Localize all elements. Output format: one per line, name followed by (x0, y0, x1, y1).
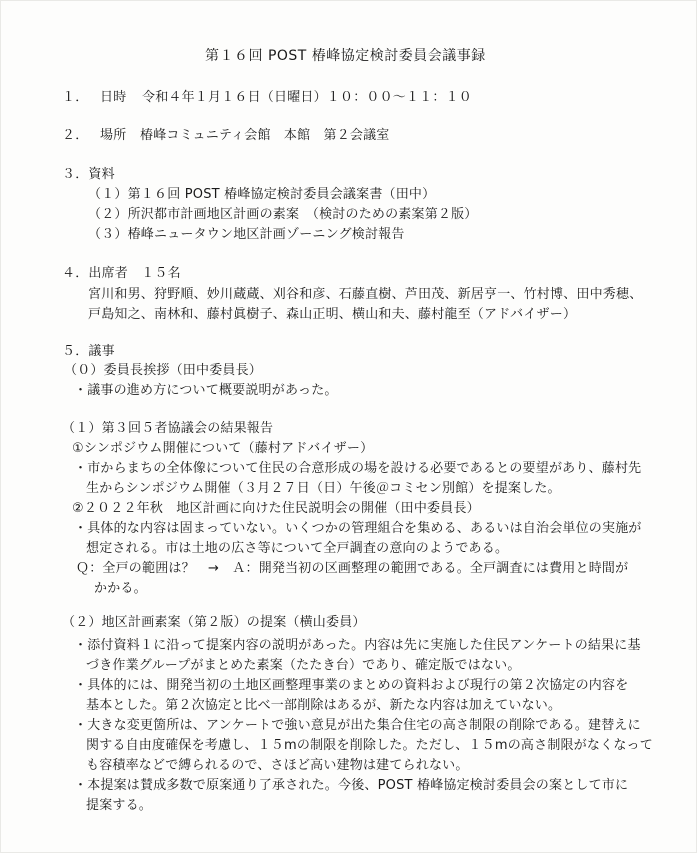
section-3-heading: ３．資料 (62, 167, 115, 182)
agenda-2-line: ・具体的には、開発当初の土地区画整理事業のまとめの資料および現行の第２次協定の内容を (74, 678, 629, 693)
page-title: 第１６回 POST 椿峰協定検討委員会議事録 (205, 48, 486, 64)
attendee-line: 戸島知之、南林和、藤村眞樹子、森山正明、横山和夫、藤村龍至（アドバイザー） (88, 307, 577, 322)
agenda-1-sub2-line: 想定される。市は土地の広さ等について全戸調査の意向のようである。 (86, 541, 509, 556)
section-5-heading: ５．議事 (62, 344, 115, 359)
section-2-value: 椿峰コミュニティ会館 本館 第２会議室 (140, 128, 390, 143)
section-1-number: １． (62, 90, 89, 105)
agenda-0-heading: （０）委員長挨拶（田中委員長） (64, 363, 263, 378)
agenda-0-bullet: ・議事の進め方について概要説明があった。 (74, 383, 338, 398)
agenda-1-sub2-line: ・具体的な内容は固まっていない。いくつかの管理組合を集める、あるいは自治会単位の実施が (74, 521, 642, 536)
agenda-2-line: も容積率などで縛られるので、さほど高い建物は建てられない。 (86, 758, 469, 773)
section-1-label: 日時 (100, 90, 127, 105)
agenda-2-line: ・大きな変更箇所は、アンケートで強い意見が出た集合住宅の高さ制限の削除である。建替えに (74, 718, 641, 733)
section-1-value: 令和４年１月１６日（日曜日）１０：００〜１１：１０ (142, 90, 473, 105)
section-2-number: ２． (62, 128, 89, 143)
agenda-1-sub1-line: 生からシンポジウム開催（３月２７日（日）午後＠コミセン別館）を提案した。 (86, 481, 561, 496)
agenda-1-sub1-heading: ①シンポジウム開催について（藤村アドバイザー） (72, 441, 374, 456)
agenda-1-qa-line: かかる。 (94, 581, 147, 596)
attendee-line: 宮川和男、狩野順、妙川蔵蔵、刈谷和彦、石藤直樹、芦田茂、新居亨一、竹村博、田中秀穂、 (88, 287, 643, 302)
agenda-1-sub2-heading: ②２０２２年秋 地区計画に向けた住民説明会の開催（田中委員長） (72, 501, 480, 516)
material-item: （３）椿峰ニュータウン地区計画ゾーニング検討報告 (88, 227, 405, 242)
agenda-2-line: 基本とした。第２次協定と比べ一部削除はあるが、新たな内容は加えていない。 (86, 698, 562, 713)
material-item: （１）第１６回 POST 椿峰協定検討委員会議案書（田中） (88, 187, 436, 202)
material-item: （２）所沢都市計画地区計画の素案 （検討のための素案第２版） (88, 207, 478, 222)
agenda-2-line: ・本提案は賛成多数で原案通り了承された。今後、POST 椿峰協定検討委員会の案として市に (74, 778, 629, 793)
agenda-1-sub1-line: ・市からまちの全体像について住民の合意形成の場を設ける必要であるとの要望があり、藤村先 (74, 461, 642, 476)
agenda-2-line: づき作業グループがまとめた素案（たたき台）であり、確定版ではない。 (86, 658, 521, 673)
section-4-heading: ４．出席者 １５名 (62, 266, 181, 281)
agenda-2-line: 提案する。 (86, 798, 153, 813)
agenda-1-heading: （１）第３回５者協議会の結果報告 (62, 421, 274, 436)
agenda-2-line: ・添付資料１に沿って提案内容の説明があった。内容は先に実施した住民アンケートの結果に基 (74, 638, 641, 653)
section-2-label: 場所 (100, 128, 127, 143)
agenda-2-line: 関する自由度確保を考慮し、１５mの制限を削除した。ただし、１５mの高さ制限がなくなって (86, 738, 653, 753)
agenda-1-qa-line: Ｑ：全戸の範囲は？ → Ａ：開発当初の区画整理の範囲である。全戸調査には費用と時間が (76, 561, 629, 576)
agenda-2-heading: （２）地区計画素案（第２版）の提案（横山委員） (62, 615, 366, 630)
